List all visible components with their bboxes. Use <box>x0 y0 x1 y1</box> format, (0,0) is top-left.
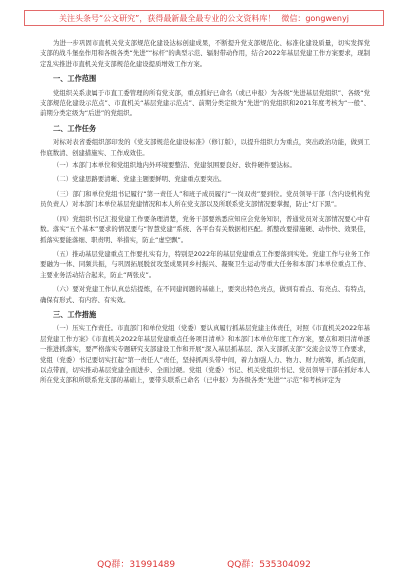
document-body <box>40 38 370 388</box>
footer-contacts <box>24 554 384 572</box>
section-heading-tasks: 二、工作任务 <box>53 123 97 133</box>
banner-wechat: 微信：gongwenyj <box>281 13 349 23</box>
section-heading-scope: 一、工作范围 <box>53 74 97 84</box>
task-item-4: （四）党组织书记汇报党建工作要条理清楚，党务干部要熟悉应知应会党务知识，普通党员对支部情况要心中有数。落实“五个基本”要求的情况要与“智慧党建”系统、各平台有关数据相匹配。抓整改要措施硬、动作快、效果佳，抓落实要能落细、职责明、举措实，防止“虚空飘”。 <box>40 214 370 244</box>
task-item-3: （三）部门和单位党组书记履行“第一责任人”和班子成员履行“一岗双责”要到位。党员领导干部（含内设机构党员负责人）对本部门本单位基层党建情况和本人所在党支部以及所联系党支部情况要掌握，防止“灯下黑”。 <box>40 189 370 209</box>
scope-paragraph: 党组织关系隶属于市直工委管理的所有党支部，重点抓好已命名（或已申报）为各级“先进基层党组织”、各级“党支部规范化建设示范点”、市直机关“基层党建示范点”、前期分类定级为“先进”的党组织和2021年度考核为“一般”、前期分类定级为“后进”的党组织。 <box>40 88 370 118</box>
tasks-paragraph: 对标对表省委组织部印发的《党支部规范化建设标准》（修订版），以提升组织力为重点，突出政治功能，做到工作底数清、创建措施实、工作成效佳。 <box>40 138 370 157</box>
footer-qq-2: QQ群：535304092 <box>227 559 311 570</box>
task-item-1: （一）本部门本单位和党组织地内外环境要整洁、党建氛围要良好、软件硬件要达标。 <box>53 161 296 170</box>
section-heading-measures: 三、工作措施 <box>53 309 97 319</box>
task-item-5: （五）推动基层党建重点工作要扎实有力，特别是2022年的基层党建重点工作要落到实处。党建工作与业务工作要融为一体、同频共振，与巩固拓展脱贫攻坚成果同乡村振兴、凝聚卫生运动等重大任务和本部门本单位重点工作、主要业务活动结合起来，防止“两张皮”。 <box>40 249 370 279</box>
task-item-2: （二）党建思路要清晰、党建主题要鲜明、党建重点要突出。 <box>53 175 226 184</box>
measures-paragraph: （一）压实工作责任。市直部门和单位党组（党委）要认真履行抓基层党建主体责任，对照《市直机关2022年基层党建工作方案》《市直机关2022年基层党建重点任务项目清单》和本部门本单位年度工作方案，要点和项目清单逐一推进抓落实，要严格落实专题研究支部建设工作和开展“深入基层抓基层、深入支部抓支部”交流会议等工作要求，党组（党委）书记要切实扛起“第一责任人”责任，坚持抓两头带中间，着力加强人力、物力、财力统筹，抓点促面，以点带面，切实推动基层党建全面进步、全面过硬。党组（党委）书记、机关党组织书记、党员领导干部在抓好本人所在党支部和所联系党支部的基础上，要带头联系已命名（已申报）为各级各类“先进”“示范”和考核评定为 <box>40 324 370 385</box>
footer-qq-1: QQ群：31991489 <box>97 559 176 570</box>
task-item-6: （六）要对党建工作认真总结提炼，在不同建间题的基础上，要突出特色亮点，做到有看点、有亮点、有特点，确保有形式、有内容、有实效。 <box>40 285 370 304</box>
intro-paragraph: 为进一步巩固市直机关党支部规范化建设达标创建成果，不断提升党支部规范化、标准化建设质量，切实发挥党支部的战斗堡垒作用和各级各类“先进”“标杆”的典型示范、辐射带动作用，结合2022年基层党建工作方案要求，现制定乱实推进市直机关党支部规范化建设提质增效工作方案。 <box>40 39 370 68</box>
banner-text: 关注头条号“公文研究”，获得最新最全最专业的公文资料库！ <box>59 13 276 23</box>
top-banner <box>24 10 384 26</box>
